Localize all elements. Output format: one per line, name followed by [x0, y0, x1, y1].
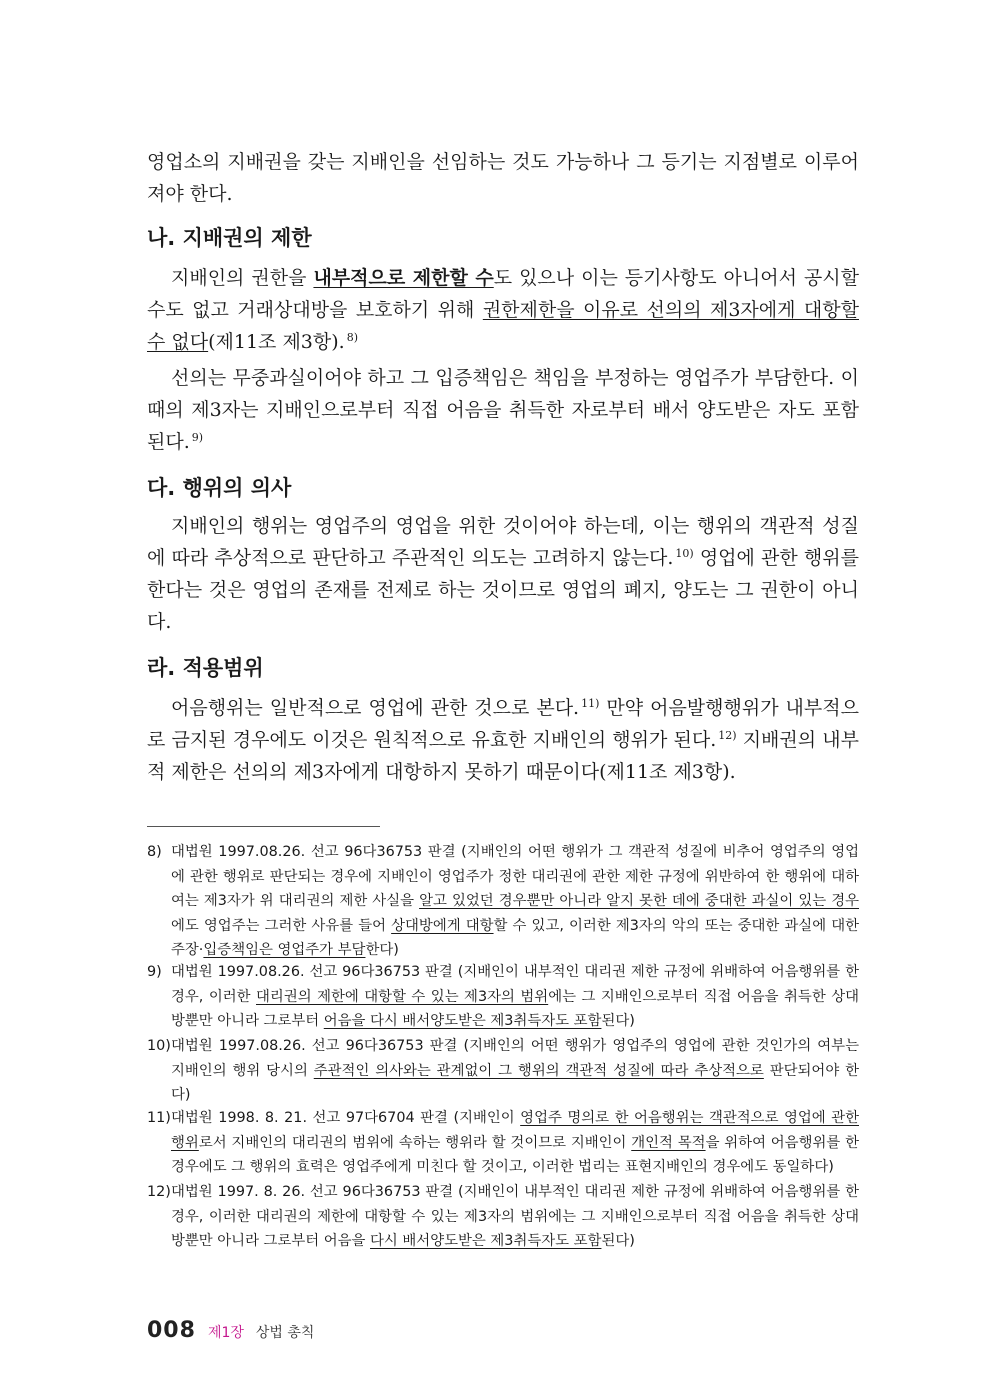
- underlined-phrase: 다시 배서양도받은 제3취득자도 포함: [370, 1233, 602, 1249]
- footnote-number: 10): [147, 1038, 171, 1054]
- section-da-paragraph-1: 지배인의 행위는 영업주의 영업을 위한 것이어야 하는데, 이는 행위의 객관적 성질에 따라 추상적으로 판단하고 주관적인 의도는 고려하지 않는다. $^{10)}$ 영업에 관한 행위를 한다는 것은 영업의 존재를 전제로 하는 것이므로 영업의 폐지, 양도는 그 권한이 아니다.: [147, 515, 859, 633]
- footnote-number: 11): [147, 1110, 171, 1126]
- footnote-ref-11[interactable]: 11): [581, 697, 600, 710]
- underlined-phrase: 대리권의 제한에 대항할 수 있는 제3자의 범위: [256, 988, 549, 1005]
- section-na-paragraph-1: 지배인의 권한을 내부적으로 제한할 수도 있으나 이는 등기사항도 아니어서 공시할 수도 없고 거래상대방을 보호하기 위해 권한제한을 이유로 선의의 제3자에게 대항할 수 없다(제11조 제3항). $^{8)}$: [147, 267, 859, 353]
- underlined-phrase: 에게 대항할 수 없다: [147, 299, 859, 353]
- section-ra-paragraph-1: 어음행위는 일반적으로 영업에 관한 것으로 본다. $^{11)}$ 만약 어음발행행위가 내부적으로 금지된 경우에도 이것은 원칙적으로 유효한 지배인의 행위가 된다. $^{12)}$ 지배권의 내부적 제한은 선의의 제3자에게 대항하지 못하기 때문이다(제11조 제3항).: [147, 697, 859, 783]
- footnote-9: 9) 대법원 1997.08.26. 선고 96다36753 판결 (지배인이 내부적인 대리권 제한 규정에 위배하여 어음행위를 한 경우, 이러한 대리권의 제한에 대항할 수 있는 제3자의 범위에는 그 지배인으로부터 직접 어음을 취득한 상대방뿐만 아니라 그로부터 어음을 다시 배서양도받은 제3취득자도 포함된다): [147, 960, 859, 1034]
- footnote-10: 10) 대법원 1997.08.26. 선고 96다36753 판결 (지배인의 어떤 행위가 영업주의 영업에 관한 것인가의 여부는 지배인의 행위 당시의 주관적인 의사와는 관계없이 그 행위의 객관적 성질에 따라 추상적으로 판단되어야 한다): [147, 1034, 859, 1108]
- page-footer: [147, 1318, 314, 1348]
- underlined-phrase: 상대방에게 대항: [391, 917, 494, 934]
- section-na-paragraph-2: 선의는 무중과실이어야 하고 그 입증책임은 책임을 부정하는 영업주가 부담한다. 이때의 제3자는 지배인으로부터 직접 어음을 취득한 자로부터 배서 양도받은 자도 포함된다. $^{9)}$: [147, 367, 859, 453]
- footnote-number: 9): [147, 964, 162, 980]
- underlined-phrase: 알고 있었던 경우뿐만 아니라 알지 못한 데에 중대한 과실이 있는 경우: [419, 893, 860, 909]
- section-heading-ra: 라. 적용범위: [147, 656, 264, 680]
- chapter-title: 상법 총칙: [255, 1325, 315, 1341]
- footnote-ref-12[interactable]: 12): [718, 729, 737, 742]
- underlined-phrase: 입증책임은 영업주가 부담: [203, 942, 366, 958]
- footnote-11: 11) 대법원 1998. 8. 21. 선고 97다6704 판결 (지배인이 영업주 명의로 한 어음행위는 객관적으로 영업에 관한 행위로서 지배인의 대리권의 범위에 속하는 행위라 할 것이므로 지배인이 개인적 목적을 위하여 어음행위를 한 경우에도 그 행위의 효력은 영업주에게 미친다 할 것이고, 이러한 법리는 표현지배인의 경우에도 동일하다): [147, 1106, 859, 1180]
- footnote-12: 12) 대법원 1997. 8. 26. 선고 96다36753 판결 (지배인이 내부적인 대리권 제한 규정에 위배하여 어음행위를 한 경우, 이러한 대리권의 제한에 대항할 수 있는 제3자의 범위에는 그 지배인으로부터 직접 어음을 취득한 상대방뿐만 아니라 그로부터 어음을 다시 배서양도받은 제3취득자도 포함된다): [147, 1180, 859, 1254]
- footnote-ref-10[interactable]: 10): [675, 547, 694, 560]
- footnote-ref-8[interactable]: 8): [346, 331, 358, 344]
- underlined-phrase: 권한제한을 이유로 선의의 제3자: [482, 299, 759, 321]
- section-heading-da: 다. 행위의 의사: [147, 476, 292, 500]
- footnote-number: 8): [147, 844, 162, 860]
- footnote-number: 12): [147, 1184, 171, 1200]
- chapter-label: 제1장: [207, 1325, 244, 1341]
- page-number: 008: [147, 1318, 196, 1343]
- footnote-divider: [147, 826, 380, 827]
- section-heading-na: 나. 지배권의 제한: [147, 226, 312, 250]
- underlined-phrase: 개인적 목적: [631, 1134, 706, 1151]
- underlined-phrase: 내부적으로 제한할 수: [313, 267, 494, 289]
- intro-paragraph: 영업소의 지배권을 갖는 지배인을 선임하는 것도 가능하나 그 등기는 지점별로 이루어져야 한다.: [147, 151, 859, 205]
- footnote-ref-9[interactable]: 9): [191, 431, 204, 444]
- footnote-8: 8) 대법원 1997.08.26. 선고 96다36753 판결 (지배인의 어떤 행위가 그 객관적 성질에 비추어 영업주의 영업에 관한 행위로 판단되는 경우에 지배인이 영업주가 정한 대리권에 관한 제한 규정에 위반하여 한 행위에 대하여는 제3자가 위 대리권의 제한 사실을 알고 있었던 경우뿐만 아니라 알지 못한 데에 중대한 과실이 있는 경우에도 영업주는 그러한 사유를 들어 상대방에게 대항할 수 있고, 이러한 제3자의 악의 또는 중대한 과실에 대한 주장·입증책임은 영업주가 부담한다): [147, 840, 859, 963]
- underlined-phrase: 주관적인 의사와는 관계없이 그 행위의 객관적 성질에 따라 추상적으로: [313, 1062, 764, 1079]
- underlined-phrase: 영업주 명의로 한 어음행위는 객관적으로 영업에 관한 행위: [171, 1110, 859, 1151]
- underlined-phrase: 어음을 다시 배서양도받은 제3취득자도 포함: [323, 1013, 602, 1029]
